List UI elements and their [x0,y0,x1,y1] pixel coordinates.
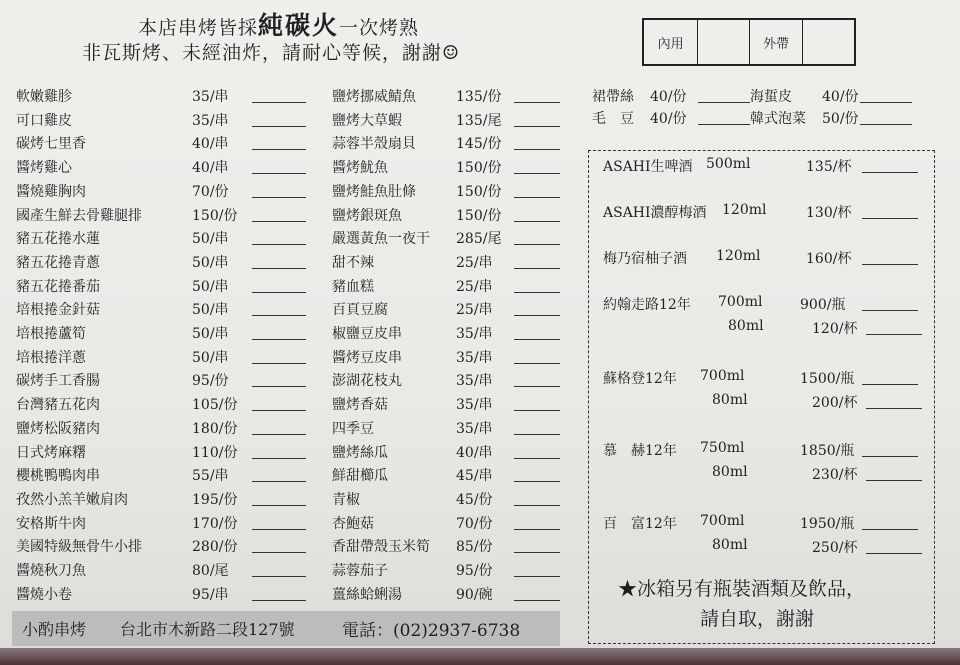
quantity-blank[interactable] [514,315,560,316]
item-name: 碳烤手工香腸 [16,373,100,390]
menu-row [332,323,562,345]
quantity-blank[interactable] [514,363,560,364]
item-name: 韓式泡菜 [750,111,806,127]
item-price: 95/份 [192,373,229,390]
drink-price: 1500/瓶 [800,371,855,387]
item-name: 豬五花捲青蔥 [16,254,100,271]
quantity-blank[interactable] [860,102,912,103]
item-name: 醬燒雞胸肉 [16,183,86,200]
header-line-1 [138,6,419,42]
menu-row [332,347,562,369]
header-line-2: 非瓦斯烤、未經油炸，請耐心等候，謝謝☺ [82,42,461,64]
quantity-blank[interactable] [514,221,560,222]
fridge-notice: ★冰箱另有瓶裝酒類及飲品， [618,578,866,600]
quantity-blank[interactable] [252,221,306,222]
drink-size: 120ml [722,202,767,218]
item-price: 40/份 [822,89,859,105]
item-name: 海蜇皮 [750,89,792,105]
quantity-blank[interactable] [514,481,560,482]
menu-row [332,418,562,440]
menu-row [332,110,562,132]
quantity-blank[interactable] [514,126,560,127]
item-price: 55/串 [192,468,229,485]
item-price: 150/份 [456,160,502,177]
drink-size: 700ml [718,294,763,310]
takeout-label: 外帶 [750,20,802,64]
item-price: 40/串 [192,136,229,153]
item-name: 醬烤豆皮串 [332,349,402,366]
item-price: 35/串 [456,349,493,366]
menu-row [16,418,306,440]
drink-name: 慕 赫12年 [603,443,677,459]
item-price: 90/碗 [456,586,493,603]
drink-name: 梅乃宿柚子酒 [603,251,687,267]
item-name: 孜然小羔羊嫩肩肉 [16,491,128,508]
quantity-blank[interactable] [862,384,918,385]
item-name: 台灣豬五花肉 [16,397,100,414]
item-name: 醬燒小卷 [16,586,72,603]
item-price: 150/份 [456,183,502,200]
quantity-blank[interactable] [252,434,306,435]
menu-row [16,181,306,203]
quantity-blank[interactable] [252,481,306,482]
menu-row [16,347,306,369]
menu-row [16,536,306,558]
header-highlight: 純碳火 [258,11,340,40]
menu-row [332,442,562,464]
item-name: 碳烤七里香 [16,136,86,153]
item-price: 150/份 [456,207,502,224]
quantity-blank[interactable] [862,172,918,173]
item-price: 50/串 [192,326,229,342]
menu-row [332,228,562,250]
item-price: 50/串 [192,254,229,271]
drink-size: 500ml [706,156,751,172]
quantity-blank[interactable] [514,173,560,174]
drink-price: 1950/瓶 [800,516,855,532]
item-price: 105/份 [192,397,238,414]
quantity-blank[interactable] [252,458,306,459]
item-name: 櫻桃鴨鴨肉串 [16,468,100,485]
drink-size-2: 80ml [712,392,748,408]
quantity-blank[interactable] [252,386,306,387]
item-price: 170/份 [192,515,238,532]
quantity-blank[interactable] [514,292,560,293]
menu-row [332,181,562,203]
item-price: 50/串 [192,302,229,319]
item-price: 35/串 [456,420,493,437]
dine-in-label: 內用 [644,20,698,64]
item-price: 40/串 [192,160,229,177]
quantity-blank[interactable] [252,149,306,150]
drink-name: ASAHI生啤酒 [603,159,693,175]
menu-row [332,205,562,227]
quantity-blank[interactable] [252,576,306,577]
side-dish-row [592,108,752,130]
menu-row [16,513,306,535]
drink-name: 蘇格登12年 [603,371,677,387]
quantity-blank[interactable] [252,339,306,340]
menu-row [16,584,306,606]
shop-name: 小酌串烤 [22,620,87,639]
menu-row [332,584,562,606]
menu-row [16,560,306,582]
drink-price: 900/瓶 [800,297,846,313]
quantity-blank[interactable] [252,363,306,364]
menu-row [16,442,306,464]
item-name: 鹽烤香菇 [332,397,388,414]
item-name: 鹽烤絲瓜 [332,444,388,461]
menu-row [16,489,306,511]
item-price: 110/份 [192,444,238,461]
drink-name: 約翰走路12年 [603,297,691,313]
item-price: 135/份 [456,89,502,105]
menu-row [332,299,562,321]
item-price: 35/串 [192,112,229,129]
item-price: 135/尾 [456,112,502,129]
header-prefix: 本店串烤皆採 [138,17,259,39]
item-price: 50/串 [192,231,229,248]
drink-price: 160/杯 [806,251,852,267]
item-name: 培根捲洋蔥 [16,349,86,366]
shop-footer [12,611,560,646]
item-price: 195/份 [192,491,238,508]
shop-address: 台北市木新路二段127號 [120,620,295,639]
quantity-blank[interactable] [252,126,306,127]
menu-row [332,513,562,535]
menu-row [16,370,306,392]
item-name: 培根捲蘆筍 [16,326,86,342]
item-name: 豬五花捲番茄 [16,278,100,295]
drink-price: 135/杯 [806,159,852,175]
drink-price-2: 120/杯 [812,321,858,337]
quantity-blank[interactable] [514,552,560,553]
item-price: 85/份 [456,539,493,556]
quantity-blank[interactable] [862,456,918,457]
item-price: 280/份 [192,539,238,556]
drink-size-2: 80ml [728,318,764,334]
drink-name: ASAHI濃醇梅酒 [603,205,707,221]
drink-name: 百 富12年 [603,516,677,532]
item-name: 日式烤麻糬 [16,444,86,461]
item-price: 150/份 [192,207,238,224]
side-dish-row [592,86,752,108]
item-name: 醬烤魷魚 [332,160,388,177]
menu-row [16,110,306,132]
order-type-box [642,18,856,66]
item-price: 40/份 [650,89,687,105]
item-price: 70/份 [192,183,229,200]
item-name: 毛 豆 [592,111,634,127]
quantity-blank[interactable] [866,553,922,554]
item-price: 25/串 [456,278,493,295]
item-name: 四季豆 [332,420,374,437]
item-name: 醬烤雞心 [16,160,72,177]
quantity-blank[interactable] [698,124,750,125]
item-name: 裙帶絲 [592,89,634,105]
item-name: 蒜蓉茄子 [332,563,388,579]
item-name: 鹽烤銀斑魚 [332,207,402,224]
side-dish-row [750,86,910,108]
item-name: 培根捲金針菇 [16,302,100,319]
item-name: 鮮甜櫛瓜 [332,468,388,485]
table-edge [0,648,960,665]
quantity-blank[interactable] [252,173,306,174]
menu-row [332,252,562,274]
item-price: 45/串 [456,468,493,485]
quantity-blank[interactable] [514,268,560,269]
item-price: 50/串 [192,278,229,295]
menu-row [16,299,306,321]
drinks-box [588,150,935,644]
quantity-blank[interactable] [866,334,922,335]
quantity-blank[interactable] [252,410,306,411]
quantity-blank[interactable] [862,310,918,311]
drink-size-2: 80ml [712,537,748,553]
item-name: 鹽烤松阪豬肉 [16,420,100,437]
item-name: 鹽烤鮭魚肚條 [332,183,416,200]
menu-row [16,228,306,250]
quantity-blank[interactable] [514,576,560,577]
item-price: 40/串 [456,444,493,461]
menu-row [16,394,306,416]
item-name: 薑絲蛤蜊湯 [332,586,402,603]
quantity-blank[interactable] [252,315,306,316]
item-name: 嚴選黃魚一夜干 [332,231,430,248]
quantity-blank[interactable] [252,292,306,293]
quantity-blank[interactable] [514,339,560,340]
item-name: 澎湖花枝丸 [332,373,402,390]
menu-row [16,323,306,345]
menu-row [332,157,562,179]
menu-row [332,133,562,155]
item-name: 杏鮑菇 [332,515,374,532]
item-price: 95/串 [192,586,229,603]
quantity-blank[interactable] [252,505,306,506]
menu-row [16,205,306,227]
quantity-blank[interactable] [252,197,306,198]
takeout-checkbox[interactable] [803,20,854,64]
quantity-blank[interactable] [860,124,912,125]
item-price: 40/份 [650,111,687,127]
quantity-blank[interactable] [514,386,560,387]
fridge-notice-2: 請自取，謝謝 [700,608,815,630]
menu-row [332,370,562,392]
menu-row [332,276,562,298]
drink-price-2: 200/杯 [812,395,858,411]
item-price: 45/份 [456,491,493,508]
quantity-blank[interactable] [514,102,560,103]
quantity-blank[interactable] [252,529,306,530]
drink-price-2: 250/杯 [812,540,858,556]
item-name: 椒鹽豆皮串 [332,326,402,342]
drink-price: 130/杯 [806,205,852,221]
item-name: 百頁豆腐 [332,302,388,319]
item-name: 鹽烤大草蝦 [332,112,402,129]
item-name: 安格斯牛肉 [16,515,86,532]
item-price: 35/串 [456,373,493,390]
item-name: 甜不辣 [332,254,374,271]
item-price: 95/份 [456,563,493,579]
item-price: 80/尾 [192,563,229,579]
menu-row [16,465,306,487]
item-name: 香甜帶殼玉米筍 [332,539,430,556]
item-price: 50/份 [822,111,859,127]
drink-price-2: 230/杯 [812,467,858,483]
menu-row [332,536,562,558]
menu-row [332,465,562,487]
quantity-blank[interactable] [252,552,306,553]
item-name: 豬五花捲水蓮 [16,231,100,248]
item-price: 70/份 [456,515,493,532]
item-price: 145/份 [456,136,502,153]
drink-price: 1850/瓶 [800,443,855,459]
quantity-blank[interactable] [698,102,750,103]
side-dish-row [750,108,910,130]
menu-row [332,394,562,416]
quantity-blank[interactable] [862,264,918,265]
quantity-blank[interactable] [252,244,306,245]
drink-size: 700ml [700,513,745,529]
drink-size: 750ml [700,440,745,456]
quantity-blank[interactable] [514,505,560,506]
menu-row [16,133,306,155]
quantity-blank[interactable] [514,458,560,459]
item-name: 青椒 [332,491,360,508]
quantity-blank[interactable] [252,600,306,601]
quantity-blank[interactable] [866,480,922,481]
menu-row [16,252,306,274]
quantity-blank[interactable] [252,268,306,269]
dine-in-checkbox[interactable] [698,20,750,64]
quantity-blank[interactable] [514,197,560,198]
drink-size: 120ml [716,248,761,264]
quantity-blank[interactable] [862,218,918,219]
item-name: 可口雞皮 [16,112,72,129]
menu-row [16,86,306,108]
quantity-blank[interactable] [866,408,922,409]
item-price: 35/串 [456,326,493,342]
item-price: 25/串 [456,254,493,271]
drink-size: 700ml [700,368,745,384]
quantity-blank[interactable] [514,149,560,150]
item-name: 鹽烤挪威鯖魚 [332,89,416,105]
quantity-blank[interactable] [514,410,560,411]
item-name: 軟嫩雞胗 [16,89,72,105]
menu-row [332,86,562,108]
quantity-blank[interactable] [514,244,560,245]
quantity-blank[interactable] [252,102,306,103]
item-price: 285/尾 [456,231,502,248]
item-name: 國產生鮮去骨雞腿排 [16,207,142,224]
drink-size-2: 80ml [712,464,748,480]
item-price: 50/串 [192,349,229,366]
quantity-blank[interactable] [862,529,918,530]
quantity-blank[interactable] [514,600,560,601]
shop-phone: 電話：(02)2937-6738 [342,621,521,641]
quantity-blank[interactable] [514,434,560,435]
item-price: 35/串 [192,89,229,105]
item-price: 35/串 [456,397,493,414]
quantity-blank[interactable] [514,529,560,530]
menu-row [332,489,562,511]
menu-row [16,157,306,179]
menu-row [16,276,306,298]
header-suffix: 一次烤熟 [339,17,420,39]
item-price: 25/串 [456,302,493,319]
item-name: 醬燒秋刀魚 [16,563,86,579]
item-price: 180/份 [192,420,238,437]
item-name: 蒜蓉半殼扇貝 [332,136,416,153]
item-name: 豬血糕 [332,278,374,295]
item-name: 美國特級無骨牛小排 [16,539,142,556]
menu-row [332,560,562,582]
